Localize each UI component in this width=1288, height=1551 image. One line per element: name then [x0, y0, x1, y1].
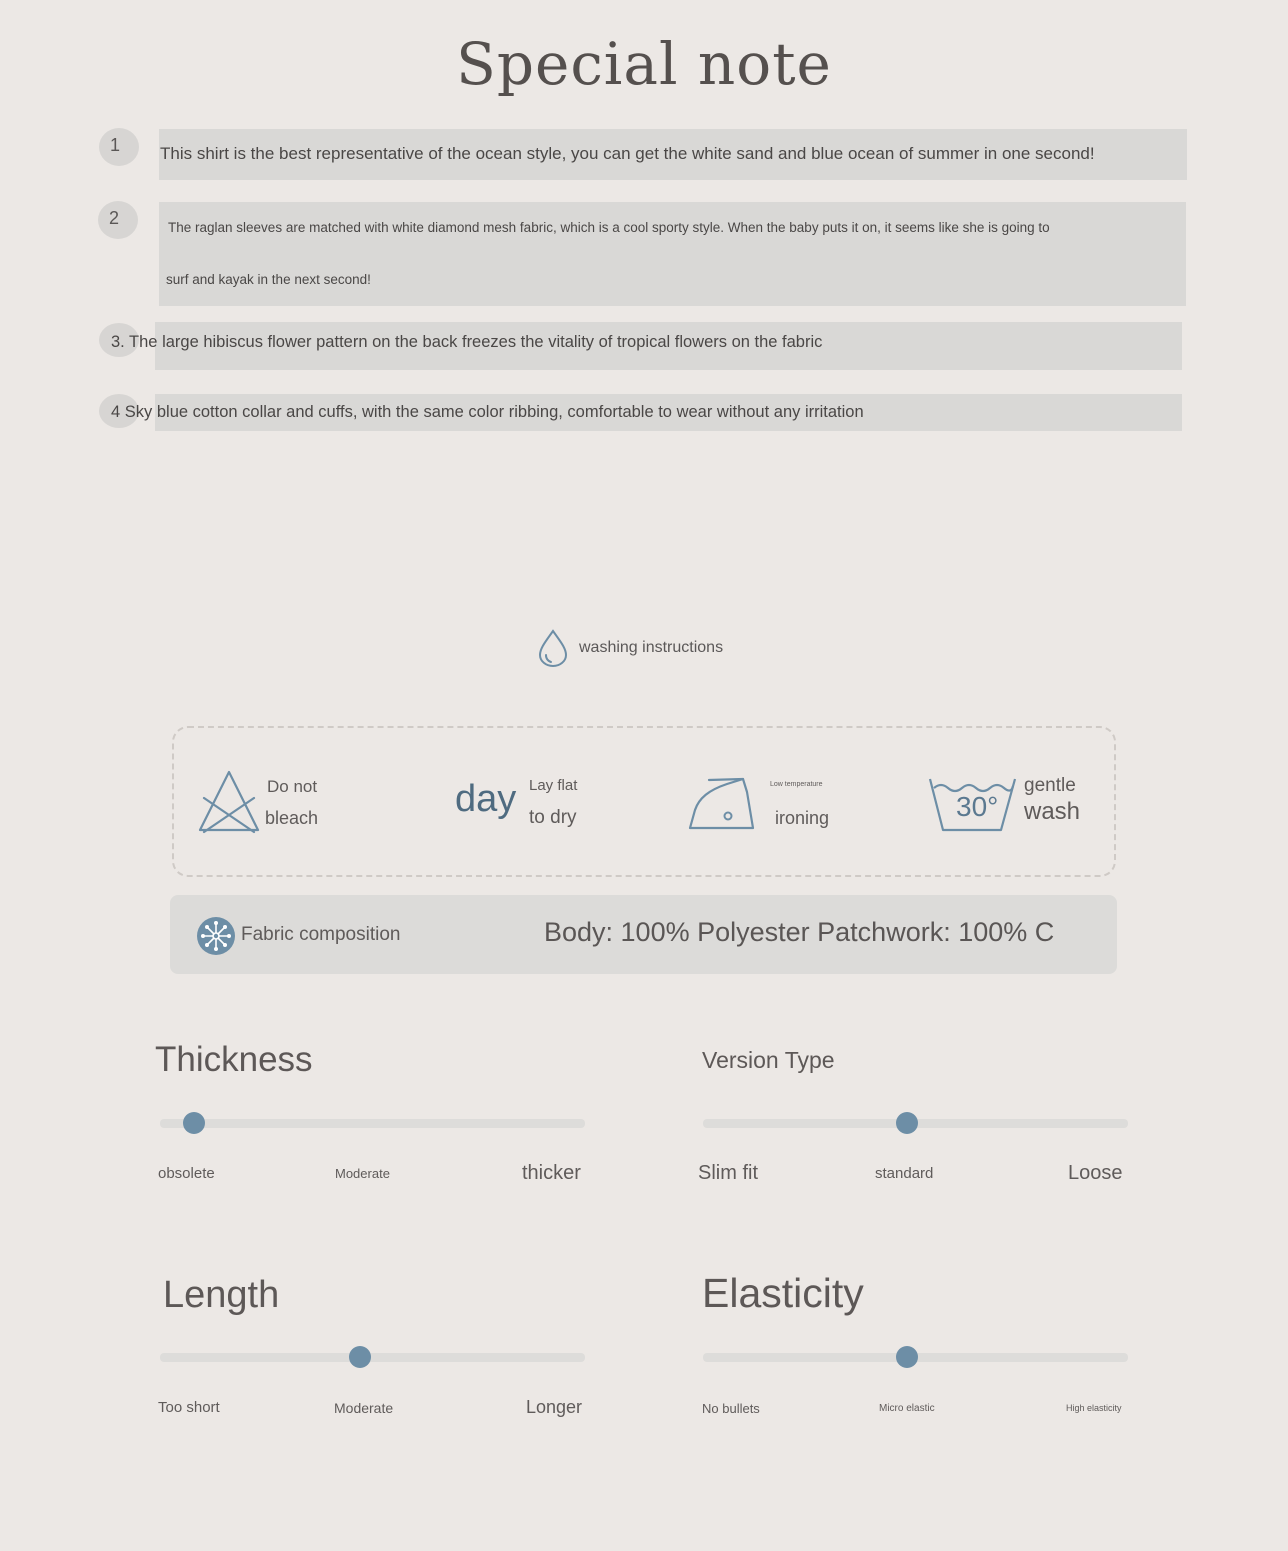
elasticity-slider[interactable] — [703, 1353, 1128, 1362]
note-text: 3. The large hibiscus flower pattern on the back freezes the vitality of tropical flowers on the fabric — [111, 333, 823, 351]
care-label: gentle — [1024, 775, 1076, 796]
slider-knob[interactable] — [349, 1346, 371, 1368]
washing-instructions-heading: washing instructions — [579, 639, 724, 656]
fabric-composition-label: Fabric composition — [241, 924, 401, 945]
slider-min-label: Too short — [158, 1399, 220, 1416]
thickness-slider[interactable] — [160, 1119, 585, 1128]
slider-knob[interactable] — [896, 1112, 918, 1134]
iron-icon — [687, 776, 767, 832]
slider-title-thickness: Thickness — [155, 1040, 313, 1079]
note-text-line: surf and kayak in the next second! — [166, 272, 371, 287]
care-label: ironing — [775, 808, 830, 828]
slider-min-label: Slim fit — [698, 1162, 758, 1184]
care-label: Lay flat — [529, 777, 578, 794]
slider-max-label: High elasticity — [1066, 1403, 1122, 1413]
note-number-badge: 1 — [99, 128, 139, 166]
length-slider[interactable] — [160, 1353, 585, 1362]
lay-flat-dry-icon: day — [455, 778, 517, 820]
slider-min-label: obsolete — [158, 1165, 215, 1182]
slider-knob[interactable] — [183, 1112, 205, 1134]
note-text: This shirt is the best representative of the ocean style, you can get the white sand and blue ocean of summer in one second! — [160, 144, 1095, 163]
slider-title-length: Length — [163, 1274, 280, 1316]
slider-mid-label: Moderate — [335, 1166, 390, 1181]
care-label: bleach — [265, 808, 319, 828]
slider-mid-label: standard — [875, 1165, 934, 1182]
care-label: Low temperature — [770, 781, 823, 788]
slider-knob[interactable] — [896, 1346, 918, 1368]
note-bar — [159, 202, 1186, 306]
slider-title-version-type: Version Type — [702, 1047, 835, 1073]
slider-mid-label: Micro elastic — [879, 1403, 935, 1414]
note-number-badge: 2 — [98, 201, 138, 239]
care-label: to dry — [529, 807, 577, 828]
note-text-line: The raglan sleeves are matched with white diamond mesh fabric, which is a cool sporty style. When the baby puts it on, it seems like she is going to — [168, 220, 1050, 235]
slider-min-label: No bullets — [702, 1401, 760, 1416]
note-text: 4 Sky blue cotton collar and cuffs, with the same color ribbing, comfortable to wear without any irritation — [111, 403, 864, 421]
wash-temperature: 30° — [956, 791, 999, 822]
slider-title-elasticity: Elasticity — [702, 1270, 864, 1316]
care-label: wash — [1024, 798, 1081, 825]
fabric-icon — [196, 916, 236, 956]
water-drop-icon — [537, 628, 569, 668]
slider-mid-label: Moderate — [334, 1400, 394, 1416]
care-label: Do not — [267, 777, 318, 796]
fabric-composition-value: Body: 100% Polyester Patchwork: 100% C — [544, 917, 1055, 947]
page-title: Special note — [456, 30, 832, 98]
slider-max-label: Longer — [526, 1397, 583, 1417]
slider-max-label: thicker — [522, 1162, 581, 1184]
slider-max-label: Loose — [1068, 1162, 1123, 1184]
no-bleach-icon — [196, 768, 262, 834]
version-type-slider[interactable] — [703, 1119, 1128, 1128]
